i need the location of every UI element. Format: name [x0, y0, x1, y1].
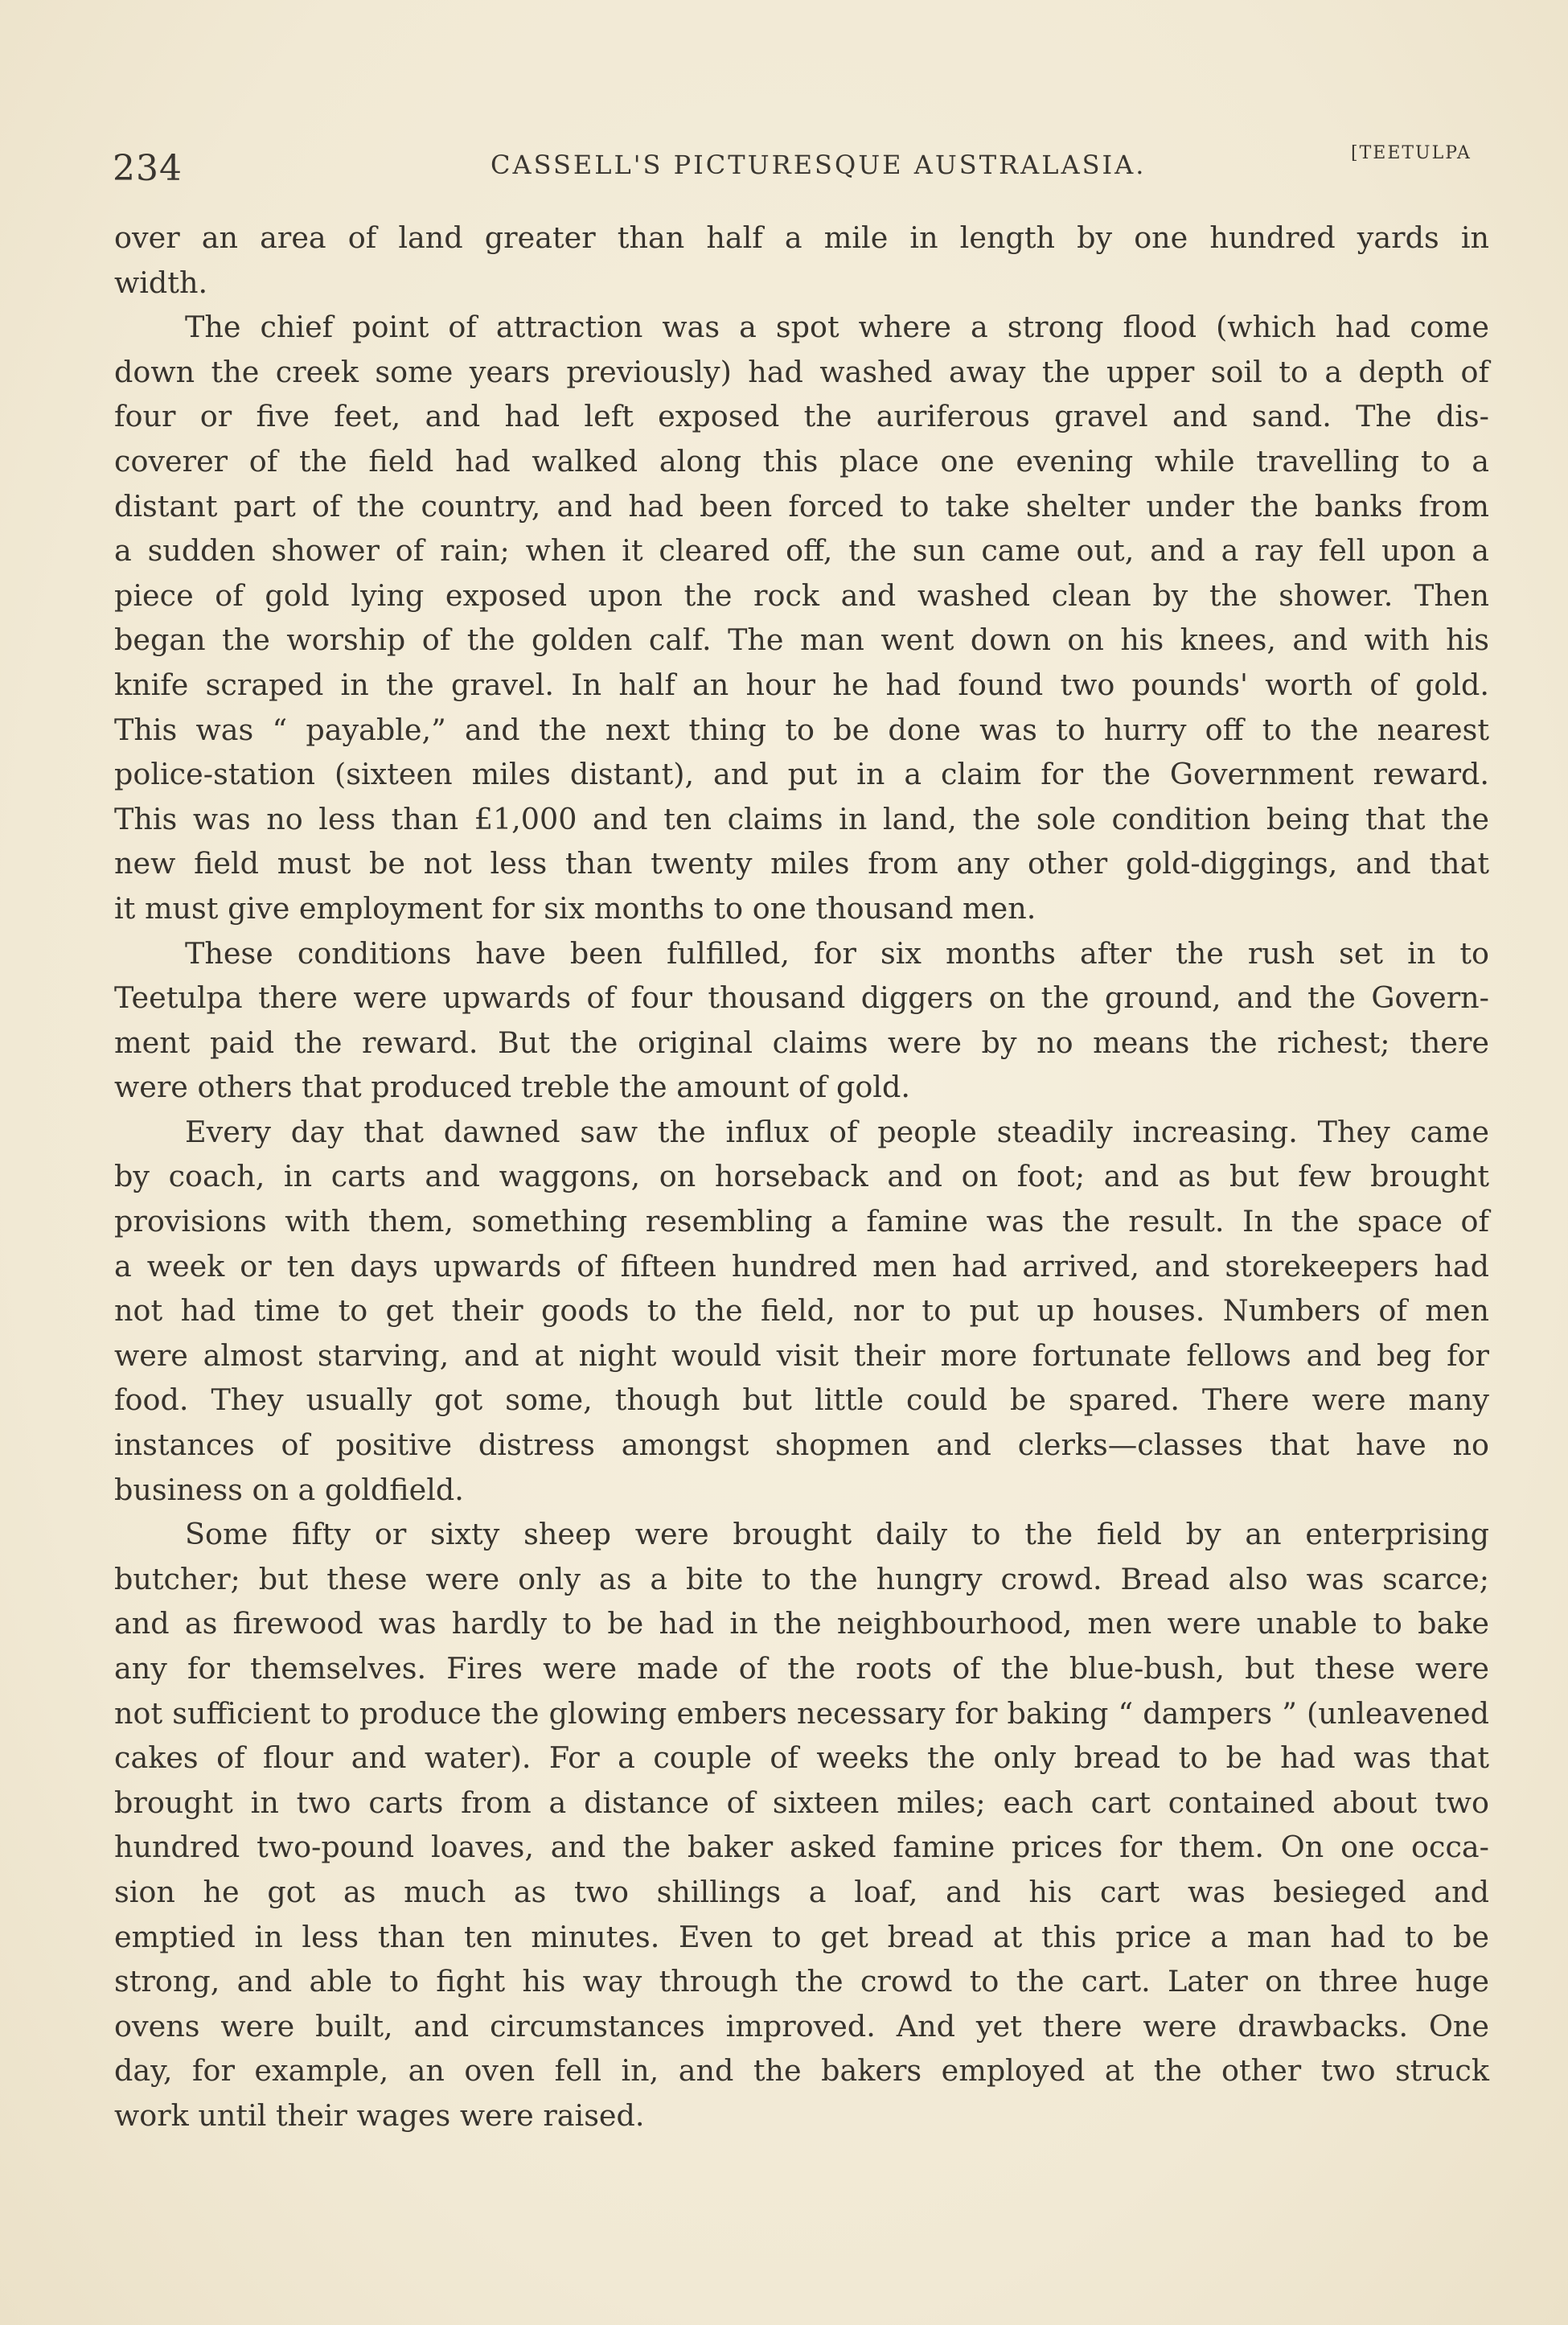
text-line: business on a goldfield.	[114, 1472, 464, 1507]
text-line: ment paid the reward. But the original claims were by no means the richest; there	[114, 1025, 1489, 1060]
text-line: day, for example, an oven fell in, and the bakers employed at the other two struck	[114, 2053, 1489, 2089]
text-line: food. They usually got some, though but little could be spared. There were many	[114, 1382, 1489, 1418]
text-line: These conditions have been fulfilled, for six months after the rush set in to	[185, 935, 1489, 971]
text-line: distant part of the country, and had been forced to take shelter under the banks from	[114, 488, 1489, 524]
running-head: CASSELL'S PICTURESQUE AUSTRALASIA.	[491, 150, 1147, 180]
text-line: began the worship of the golden calf. The man went down on his knees, and with his	[114, 622, 1489, 658]
text-line: Some fifty or sixty sheep were brought daily to the field by an enterprising	[185, 1517, 1489, 1552]
text-line: ovens were built, and circumstances improved. And yet there were drawbacks. One	[114, 2008, 1489, 2044]
text-line: strong, and able to fight his way through the crowd to the cart. Later on three huge	[114, 1964, 1489, 1999]
text-line: This was “ payable,” and the next thing to be done was to hurry off to the nearest	[114, 712, 1489, 747]
text-line: This was no less than £1,000 and ten claims in land, the sole condition being that the	[114, 801, 1489, 836]
section-head: [TEETULPA	[1351, 143, 1472, 163]
text-line: down the creek some years previously) had washed away the upper soil to a depth of	[114, 354, 1489, 389]
text-line: coverer of the field had walked along this place one evening while travelling to a	[114, 443, 1489, 479]
text-line: piece of gold lying exposed upon the rock and washed clean by the shower. Then	[114, 577, 1489, 613]
text-line: were others that produced treble the amount of gold.	[114, 1070, 910, 1105]
text-line: and as firewood was hardly to be had in the neighbourhood, men were unable to bake	[114, 1606, 1489, 1641]
text-line: any for themselves. Fires were made of the roots of the blue-bush, but these were	[114, 1651, 1489, 1686]
text-line: sion he got as much as two shillings a loaf, and his cart was besieged and	[114, 1874, 1489, 1909]
text-line: brought in two carts from a distance of sixteen miles; each cart contained about two	[114, 1785, 1489, 1820]
text-line: a week or ten days upwards of fifteen hundred men had arrived, and storekeepers had	[114, 1248, 1489, 1284]
text-line: four or five feet, and had left exposed the auriferous gravel and sand. The dis-	[114, 399, 1489, 434]
text-line: by coach, in carts and waggons, on horseback and on foot; and as but few brought	[114, 1159, 1489, 1194]
text-line: butcher; but these were only as a bite to the hungry crowd. Bread also was scarce;	[114, 1561, 1489, 1596]
text-line: provisions with them, something resembling a famine was the result. In the space of	[114, 1204, 1489, 1239]
text-line: emptied in less than ten minutes. Even to get bread at this price a man had to be	[114, 1919, 1489, 1954]
text-line: instances of positive distress amongst shopmen and clerks—classes that have no	[114, 1427, 1489, 1463]
page-number: 234	[113, 148, 183, 189]
body-text	[114, 216, 1489, 2138]
text-line: hundred two-pound loaves, and the baker asked famine prices for them. On one occa-	[114, 1830, 1489, 1865]
text-line: Teetulpa there were upwards of four thousand diggers on the ground, and the Govern-	[114, 980, 1489, 1016]
text-line: a sudden shower of rain; when it cleared off, the sun came out, and a ray fell upon a	[114, 533, 1489, 569]
text-line: work until their wages were raised.	[114, 2097, 645, 2133]
text-line: Every day that dawned saw the influx of people steadily increasing. They came	[185, 1114, 1489, 1149]
text-line: cakes of flour and water). For a couple of weeks the only bread to be had was that	[114, 1740, 1489, 1776]
text-line: knife scraped in the gravel. In half an hour he had found two pounds' worth of gold.	[114, 667, 1489, 702]
page-header	[113, 143, 1472, 191]
text-line: over an area of land greater than half a mile in length by one hundred yards in	[114, 220, 1489, 255]
text-line: police-station (sixteen miles distant), and put in a claim for the Government reward.	[114, 757, 1489, 792]
text-line: not had time to get their goods to the field, nor to put up houses. Numbers of men	[114, 1293, 1489, 1329]
text-line: were almost starving, and at night would visit their more fortunate fellows and beg for	[114, 1337, 1489, 1373]
text-line: not sufficient to produce the glowing embers necessary for baking “ dampers ” (unleavened	[114, 1695, 1489, 1731]
text-line: The chief point of attraction was a spot where a strong flood (which had come	[185, 310, 1489, 345]
text-line: new field must be not less than twenty miles from any other gold-diggings, and that	[114, 846, 1489, 881]
text-line: it must give employment for six months to one thousand men.	[114, 890, 1036, 926]
text-line: width.	[114, 265, 208, 300]
